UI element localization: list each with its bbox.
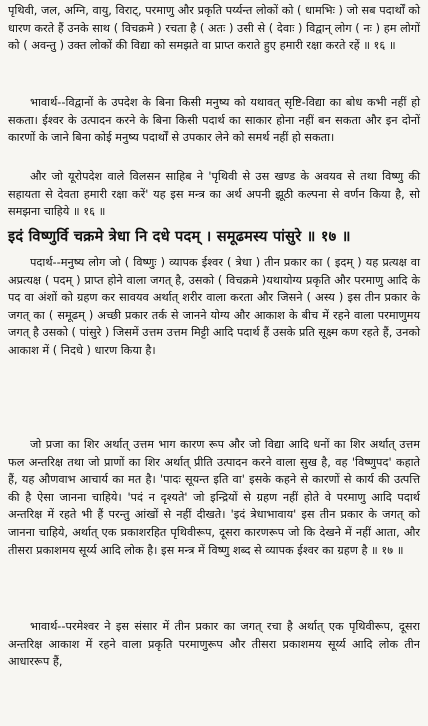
bhavarth-paragraph-17: भावार्थ--परमेश्वर ने इस संसार में तीन प्रकार का जगत् रचा है अर्थात् एक पृथिवीरूप, दूसरा अन्तरिक्ष आकाश में रहने वाला प्रकृति परमाणुरूप और तीसरा प्रकाशमय सूर्य्य आदि लोक तीन आधाररूप हैं, xyxy=(8,620,420,669)
bhavarth-paragraph-16: भावार्थ--विद्वानों के उपदेश के बिना किसी मनुष्य को यथावत् सृष्टि-विद्या का बोध कभी नहीं हो सकता। ईश्वर के उत्पादन करने के बिना किसी पदार्थ का साकार होना नहीं बन सकता और इन दोनों कारणों के जाने बिना कोई मनुष्य पदार्थों से उपकार लेने को समर्थ नहीं हो सकता। xyxy=(8,96,420,145)
note-paragraph-16: और जो यूरोपदेश वाले विलसन साहिब ने 'पृथिवी से उस खण्ड के अवयव से तथा विष्णु की सहायता से देवता हमारी रक्षा करें' यह इस मन्त्र का अर्थ अपनी झूठी कल्पना से वर्णन किया है, सो समझना चाहिये ॥ १६ ॥ xyxy=(8,170,420,219)
commentary-paragraph-17: जो प्रजा का शिर अर्थात् उत्तम भाग कारण रूप और जो विद्या आदि धनों का शिर अर्थात् उत्तम फल अन्तरिक्ष तथा जो प्राणों का शिर अर्थात् प्रीति उत्पादन करने वाला सुख है, वह 'विष्णुपद' कहाते हैं, यह औणवाभ आचार्य का मत है। 'पादः सूयन्त इति वा' इसके कहने से कारणों से कार्य की उत्पत्ति की है ऐसा जानना चाहिये। 'पदं न दृश्यते' जो इन्द्रियों से ग्रहण नहीं होते वे परमाणु आदि पदार्थ अन्तरिक्ष में रहते भी हैं परन्तु आंखों से नहीं दीखते। 'इदं त्रेधाभावाय' इस तीन प्रकार के जगत् को जानना चाहिये, अर्थात् एक प्रकाशरहित पृथिवीरूप, दूसरा कारणरूप जो कि देखने में नहीं आता, और तीसरा प्रकाशमय सूर्य्य आदि लोक है। इस मन्त्र में विष्णु शब्द से व्यापक ईश्वर का ग्रहण है ॥ १७ ॥ xyxy=(8,438,420,557)
commentary-paragraph-16: पृथिवी, जल, अग्नि, वायु, विराट्, परमाणु और प्रकृति पर्य्यन्त लोकों को ( धामभिः ) जो सब पदार्थों को धारण करते हैं उनके साथ ( विचक्रमे ) रचता है ( अतः ) उसी से ( देवाः ) विद्वान् लोग ( नः ) हम लोगों को ( अवन्तु ) उक्त लोकों की विद्या को समझते वा प्राप्त कराते हुए हमारी रक्षा करते रहें ॥ १६ ॥ xyxy=(8,4,420,53)
padarth-paragraph-17: पदार्थ--मनुष्य लोग जो ( विष्णुः ) व्यापक ईश्वर ( त्रेधा ) तीन प्रकार का ( इदम् ) यह प्रत्यक्ष वा अप्रत्यक्ष ( पदम् ) प्राप्त होने वाला जगत् है, उसको ( विचक्रमे )यथायोग्य प्रकृति और परमाणु आदि के पद वा अंशों को ग्रहण कर सावयव अर्थात् शरीर वाला करता और जिसने ( अस्य ) इस तीन प्रकार के जगत् का ( समूढम् ) अच्छी प्रकार तर्क से जानने योग्य और आकाश के बीच में रहने वाला परमाणुमय जगत् है उसको ( पांसुरे ) जिसमें उत्तम उत्तम मिट्टी आदि पदार्थ हैं उसके प्रति सूक्ष्म कण रहते हैं, उनको आकाश में ( निदधे ) धारण किया है। xyxy=(8,256,420,357)
mantra-17: इदं विष्णुर्वि चक्रमे त्रेधा नि दधे पदम् । समूढमस्य पांसुरे ॥ १७ ॥ xyxy=(8,228,351,245)
